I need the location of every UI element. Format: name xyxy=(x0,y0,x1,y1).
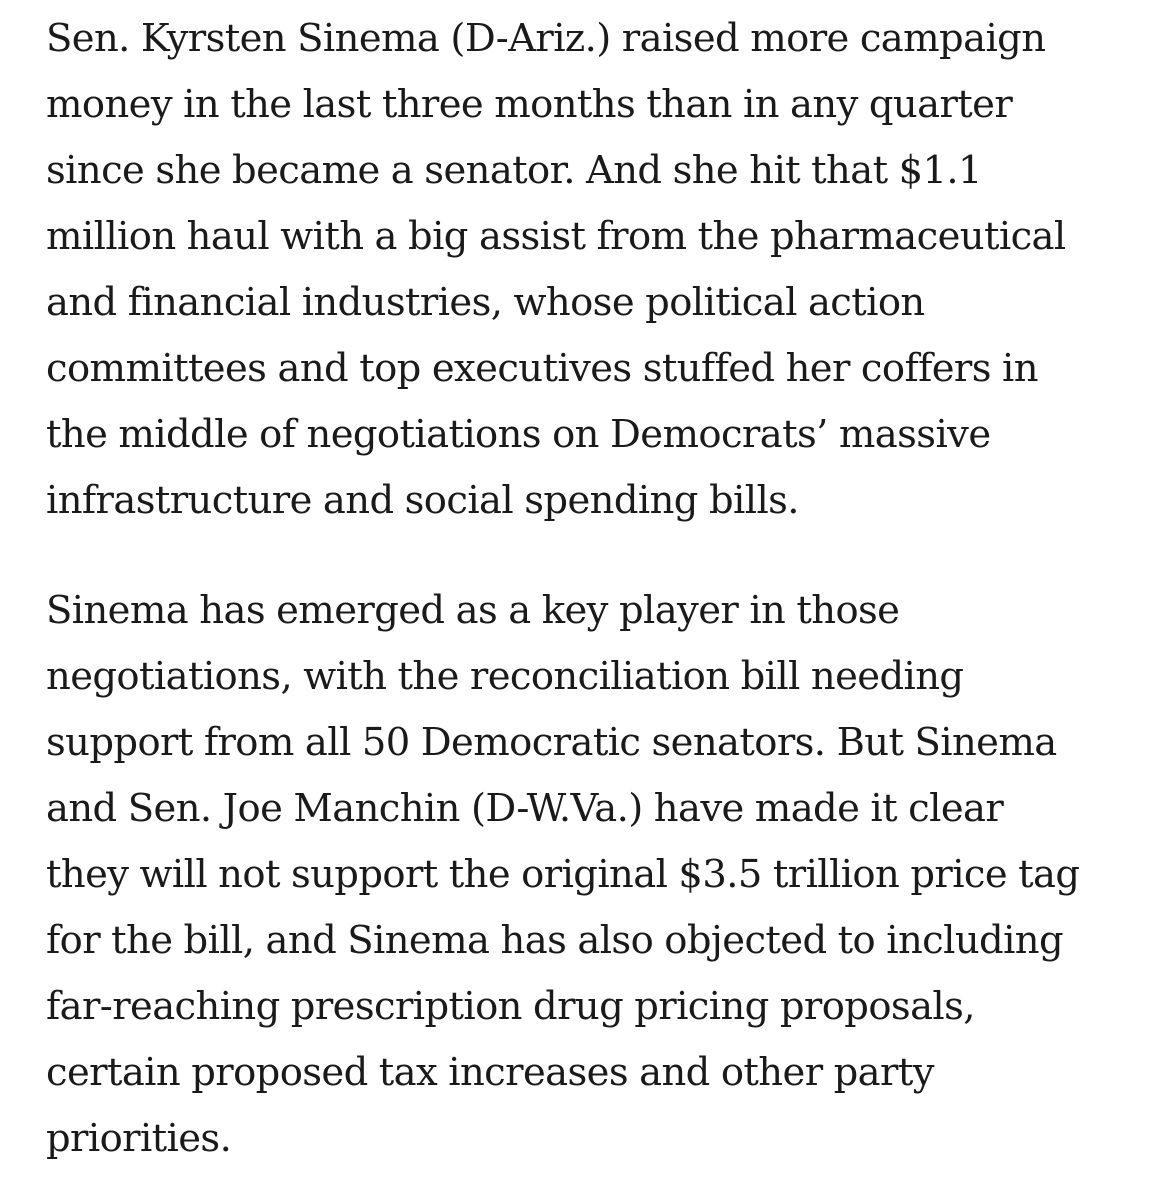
text-line: negotiations, with the reconciliation bill needing xyxy=(46,654,964,699)
text-line: the middle of negotiations on Democrats’ massive xyxy=(46,412,991,457)
text-line: support from all 50 Democratic senators. But Sinema xyxy=(46,720,1057,765)
text-line: million haul with a big assist from the pharmaceutical xyxy=(46,214,1066,259)
text-line: since she became a senator. And she hit that $1.1 xyxy=(46,148,982,193)
text-line: far-reaching prescription drug pricing proposals, xyxy=(46,984,975,1029)
text-line: and Sen. Joe Manchin (D-W.Va.) have made it clear xyxy=(46,786,1004,831)
paragraph-1 xyxy=(46,6,1146,534)
text-line: committees and top executives stuffed her coffers in xyxy=(46,346,1038,391)
text-line: for the bill, and Sinema has also objected to including xyxy=(46,918,1064,963)
text-line: and financial industries, whose political action xyxy=(46,280,925,325)
text-line: infrastructure and social spending bills. xyxy=(46,478,799,523)
text-line: money in the last three months than in any quarter xyxy=(46,82,1013,127)
paragraph-2 xyxy=(46,578,1146,1172)
article-body xyxy=(46,6,1146,1172)
text-line: certain proposed tax increases and other party xyxy=(46,1050,934,1095)
text-line: they will not support the original $3.5 trillion price tag xyxy=(46,852,1080,897)
text-line: Sinema has emerged as a key player in those xyxy=(46,588,900,633)
text-line: priorities. xyxy=(46,1116,232,1161)
text-line: Sen. Kyrsten Sinema (D-Ariz.) raised more campaign xyxy=(46,16,1046,61)
